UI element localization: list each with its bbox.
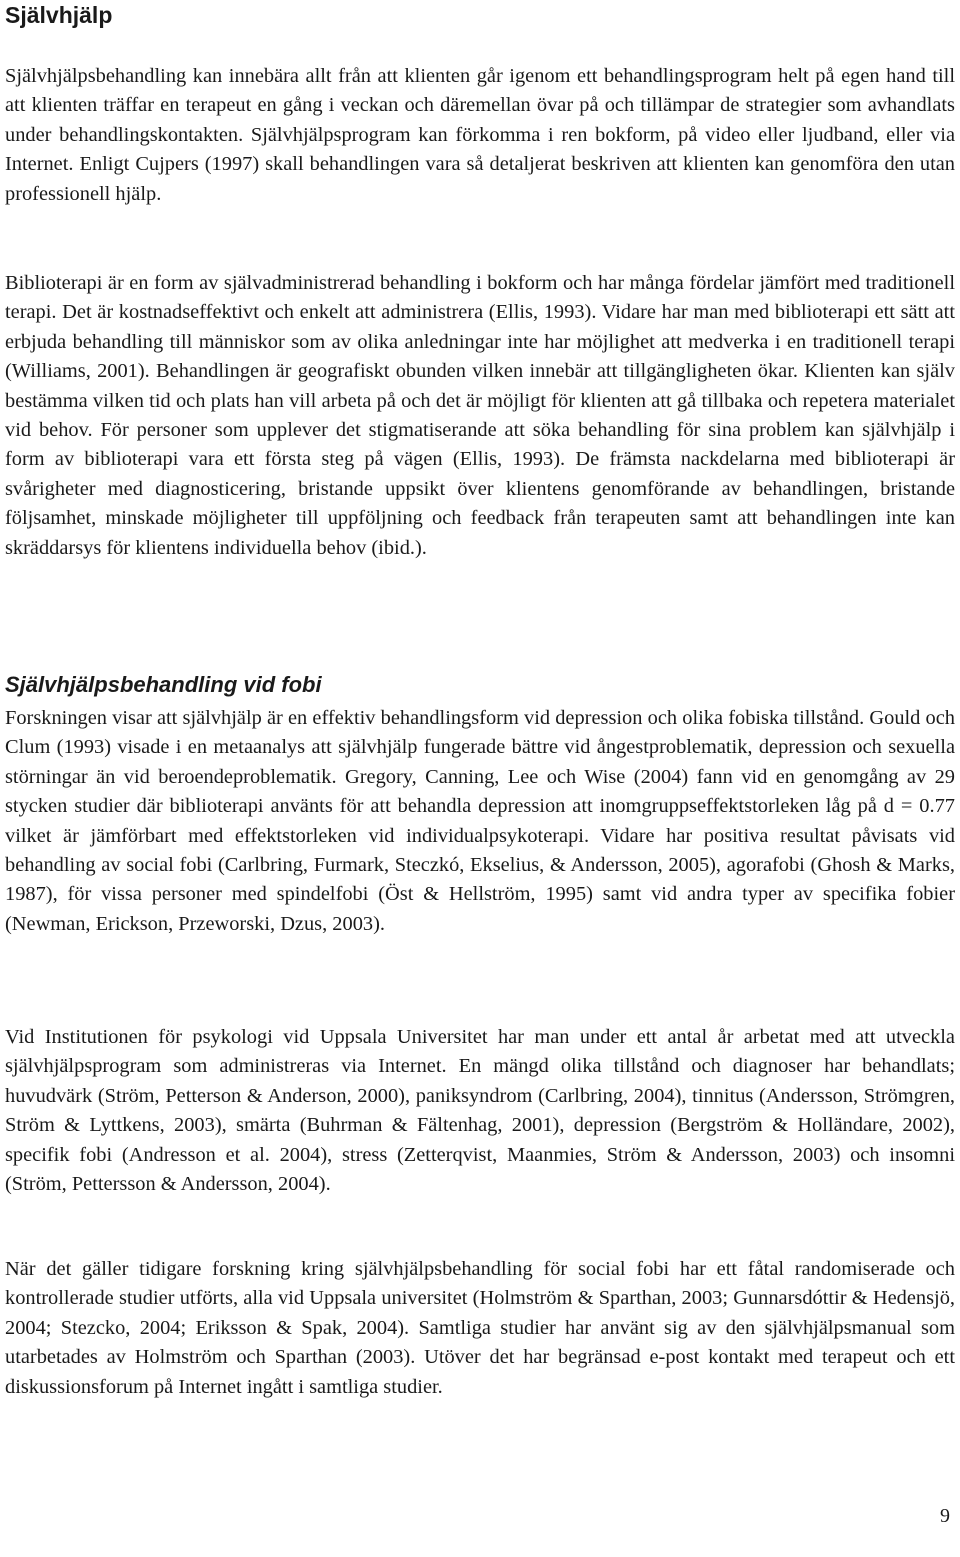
page-number: 9 — [940, 1505, 950, 1527]
section-heading: Självhjälp — [5, 2, 113, 28]
paragraph-research-findings: Forskningen visar att självhjälp är en effektiv behandlingsform vid depression och olika fobiska tillstånd. Gould och Clum (1993) visade i en metaanalys att självhjälp fungerade bättre vid ångestproblematik, depression och sexuella störningar än vid beroendeproblematik. Gregory, Canning, Lee och Wise (2004) fann vid en genomgång av 29 stycken studier där biblioterapi använts för att behandla depression att inomgruppseffektstorleken låg på d = 0.77 vilket är jämförbart med effektstorleken vid individualpsykoterapi. Vidare har positiva resultat påvisats vid behandling av social fobi (Carlbring, Furmark, Steczkó, Ekselius, & Andersson, 2005), agorafobi (Ghosh & Marks, 1987), för vissa personer med spindelfobi (Öst & Hellström, 1995) samt vid andra typer av specifika fobier (Newman, Erickson, Przeworski, Dzus, 2003). — [5, 707, 955, 935]
paragraph-bibliotherapy: Biblioterapi är en form av självadministrerad behandling i bokform och har många fördelar jämfört med traditionell terapi. Det är kostnadseffektivt och enkelt att administrera (Ellis, 1993). Vidare har man med biblioterapi ett sätt att erbjuda behandling till människor som av olika anledningar inte har möjlighet att medverka i en traditionell terapi (Williams, 2001). Behandlingen är geografiskt obunden vilken innebär att tillgängligheten ökar. Klienten kan själv bestämma vilken tid och plats han vill arbeta på och det är möjligt för klienten att gå tillbaka och repetera materialet vid behov. För personer som upplever det stigmatiserande att söka behandling för sina problem kan självhjälp i form av biblioterapi vara ett första steg på vägen (Ellis, 1993). De främsta nackdelarna med biblioterapi är svårigheter med diagnosticering, bristande uppsikt över klientens genomförande av behandlingen, bristande följsamhet, minskade möjligheter till uppföljning och feedback från terapeuten samt att behandlingen inte kan skräddarsys för klientens individuella behov (ibid.). — [5, 272, 955, 559]
subsection-heading: Självhjälpsbehandling vid fobi — [5, 672, 322, 697]
paragraph-intro-selfhelp: Självhjälpsbehandling kan innebära allt från att klienten går igenom ett behandlingsprogram helt på egen hand till att klienten träffar en terapeut en gång i veckan och däremellan övar på och tillämpar de strategier som avhandlats under behandlingskontakten. Självhjälpsprogram kan förkomma i ren bokform, på video eller ljudband, eller via Internet. Enligt Cujpers (1997) skall behandlingen vara så detaljerat beskriven att klienten kan genomföra den utan professionell hjälp. — [5, 65, 955, 205]
paragraph-uppsala-programs: Vid Institutionen för psykologi vid Uppsala Universitet har man under ett antal år arbetat med att utveckla självhjälpsprogram som administreras via Internet. En mängd olika tillstånd och diagnoser har behandlats; huvudvärk (Ström, Petterson & Anderson, 2000), paniksyndrom (Carlbring, 2004), tinnitus (Andersson, Strömgren, Ström & Lyttkens, 2003), smärta (Buhrman & Fältenhag, 2001), depression (Bergström & Holländare, 2002), specifik fobi (Andresson et al. 2004), stress (Zetterqvist, Maanmies, Ström & Andersson, 2003) och insomni (Ström, Pettersson & Andersson, 2004). — [5, 1026, 955, 1196]
paragraph-social-phobia-studies: När det gäller tidigare forskning kring självhjälpsbehandling för social fobi har ett fåtal randomiserade och kontrollerade studier utförts, alla vid Uppsala universitet (Holmström & Sparthan, 2003; Gunnarsdóttir & Hedensjö, 2004; Stezcko, 2004; Eriksson & Spak, 2004). Samtliga studier har använt sig av den självhjälpsmanual som utarbetades av Holmström och Sparthan (2003). Utöver det har begränsad e-post kontakt med terapeut och ett diskussionsforum på Internet ingått i samtliga studier. — [5, 1258, 955, 1398]
